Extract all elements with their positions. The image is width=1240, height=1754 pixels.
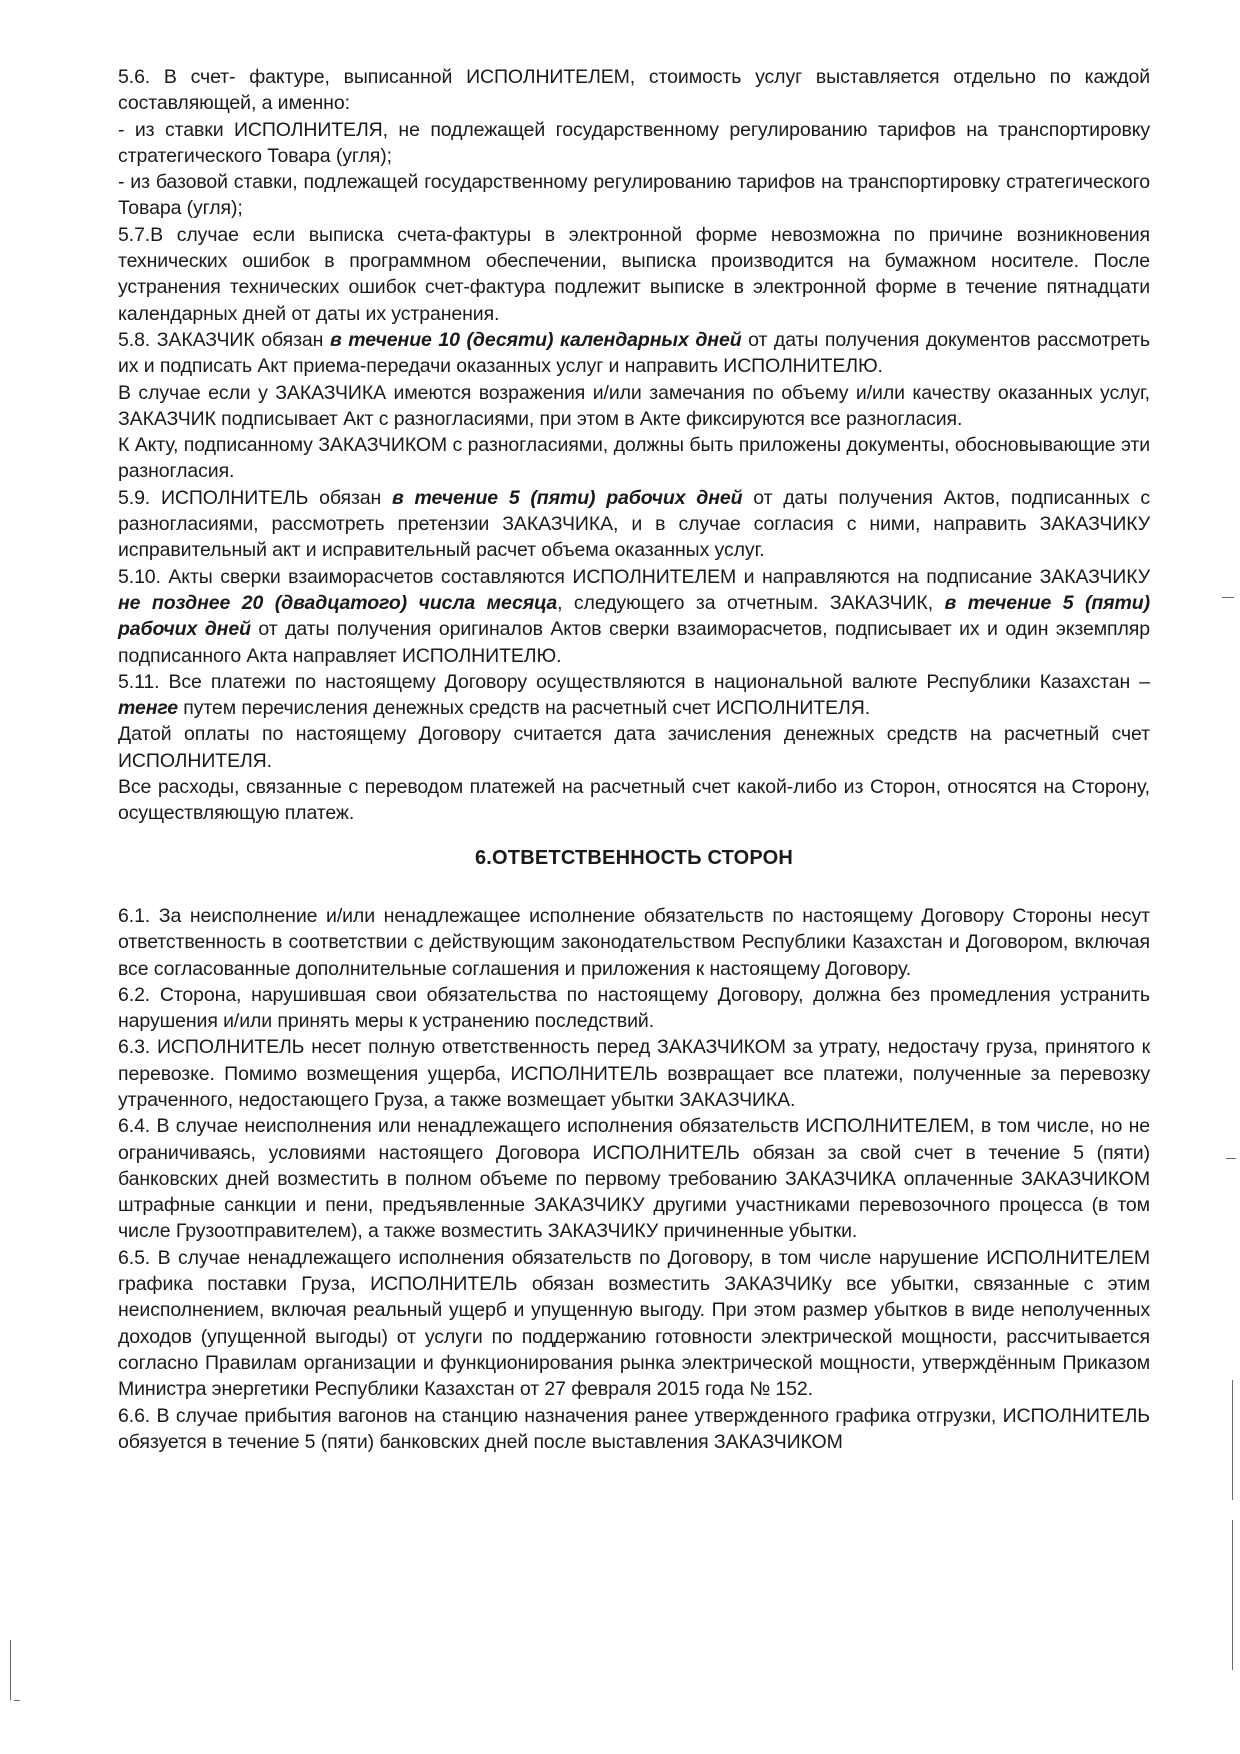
scan-mark xyxy=(1226,1158,1236,1159)
paragraph xyxy=(118,774,1150,827)
scan-mark xyxy=(1222,597,1234,598)
text-run: К Акту, подписанному ЗАКАЗЧИКОМ с разногласиями, должны быть приложены документы, обосновывающие эти разногласия. xyxy=(118,434,1150,483)
text-run: В случае если у ЗАКАЗЧИКА имеются возражения и/или замечания по объему и/или качеству оказанных услуг, ЗАКАЗЧИК подписывает Акт с разногласиями, при этом в Акте фиксируются все разногласия. xyxy=(118,381,1150,430)
paragraph xyxy=(118,721,1150,774)
text-run: путем перечисления денежных средств на расчетный счет ИСПОЛНИТЕЛЯ. xyxy=(177,697,871,720)
text-run: 6.1. За неисполнение и/или ненадлежащее исполнение обязательств по настоящему Договору Стороны несут ответственность в соответствии с действующим законодательством Республики Казахстан и Договором, включая все согласованные дополнительные соглашения и приложения к настоящему Договору. xyxy=(118,904,1150,980)
text-run: Датой оплаты по настоящему Договору считается дата зачисления денежных средств на расчетный счет ИСПОЛНИТЕЛЯ. xyxy=(118,723,1150,772)
paragraph xyxy=(118,327,1150,380)
scan-mark xyxy=(10,1640,11,1700)
scan-mark xyxy=(1232,1380,1233,1500)
document-body xyxy=(118,64,1150,1455)
text-run: , следующего за отчетным. ЗАКАЗЧИК, xyxy=(557,591,945,614)
paragraph xyxy=(118,564,1150,669)
emphasized-text: в течение 5 (пяти) рабочих дней xyxy=(392,486,743,509)
text-run: от даты получения документов рассмотреть их и подписать Акт приема-передачи оказанных услуг и направить ИСПОЛНИТЕЛЮ. xyxy=(118,328,1150,378)
paragraph xyxy=(118,222,1150,327)
emphasized-text: в течение 10 (десяти) календарных дней xyxy=(329,328,742,351)
section-heading xyxy=(118,845,1150,871)
paragraph xyxy=(118,432,1150,485)
text-run: 6.3. ИСПОЛНИТЕЛЬ несет полную ответственность перед ЗАКАЗЧИКОМ за утрату, недостачу груза, принятого к перевозке. Помимо возмещения ущерба, ИСПОЛНИТЕЛЬ возвращает все платежи, полученные за перевозку утраченного, недостающего Груза, а также возмещает убытки ЗАКАЗЧИКА. xyxy=(118,1036,1150,1111)
paragraph xyxy=(118,485,1150,564)
paragraph xyxy=(118,1245,1150,1403)
paragraph xyxy=(118,1403,1150,1456)
text-run: 5.8. ЗАКАЗЧИК обязан xyxy=(118,328,330,351)
scan-mark xyxy=(14,1700,20,1701)
text-run: 6.2. Сторона, нарушившая свои обязательства по настоящему Договору, должна без промедления устранить нарушения и/или принять меры к устранению последствий. xyxy=(118,983,1150,1033)
text-run: 6.5. В случае ненадлежащего исполнения обязательств по Договору, в том числе нарушение ИСПОЛНИТЕЛЕМ графика поставки Груза, ИСПОЛНИТЕЛЬ обязан возместить ЗАКАЗЧИКу все убытки, связанные с этим неисполнением, включая реальный ущерб и упущенную выгоду. При этом размер убытков в виде неполученных доходов (упущенной выгоды) от услуги по поддержанию готовности электрической мощности, рассчитывается согласно Правилам организации и функционирования рынка электрической мощности, утверждённым Приказом Министра энергетики Республики Казахстан от 27 февраля 2015 года № 152. xyxy=(118,1246,1150,1401)
paragraph xyxy=(118,117,1150,170)
text-run: 5.9. ИСПОЛНИТЕЛЬ обязан xyxy=(118,486,393,509)
text-run: 5.11. Все платежи по настоящему Договору осуществляются в национальной валюте Республики Казахстан – xyxy=(118,670,1150,693)
paragraph xyxy=(118,1034,1150,1113)
text-run: 6.ОТВЕТСТВЕННОСТЬ СТОРОН xyxy=(474,846,794,869)
text-run: от даты получения оригиналов Актов сверки взаиморасчетов, подписывает их и один экземпляр подписанного Акта направляет ИСПОЛНИТЕЛЮ. xyxy=(118,618,1150,667)
paragraph xyxy=(118,380,1150,433)
text-run: 6.4. В случае неисполнения или ненадлежащего исполнения обязательств ИСПОЛНИТЕЛЕМ, в том числе, но не ограничиваясь, условиями настоящего Договора ИСПОЛНИТЕЛЬ обязан за свой счет в течение 5 (пяти) банковских дней возместить в полном объеме по первому требованию ЗАКАЗЧИКА оплаченные ЗАКАЗЧИКОМ штрафные санкции и пени, предъявленные ЗАКАЗЧИКУ другими участниками перевозочного процесса (в том числе Грузоотправителем), а также возместить ЗАКАЗЧИКУ причиненные убытки. xyxy=(118,1115,1150,1243)
emphasized-text: не позднее 20 (двадцатого) числа месяца xyxy=(118,591,558,614)
text-run: 5.6. В счет- фактуре, выписанной ИСПОЛНИТЕЛЕМ, стоимость услуг выставляется отдельно по каждой составляющей, а именно: xyxy=(118,66,1150,115)
text-run: Все расходы, связанные с переводом платежей на расчетный счет какой-либо из Сторон, относятся на Сторону, осуществляющую платеж. xyxy=(118,776,1150,825)
text-run: - из ставки ИСПОЛНИТЕЛЯ, не подлежащей государственному регулированию тарифов на транспортировку стратегического Товара (угля); xyxy=(118,118,1150,167)
text-run: - из базовой ставки, подлежащей государственному регулированию тарифов на транспортировку стратегического Товара (угля); xyxy=(118,171,1150,220)
paragraph xyxy=(118,982,1150,1035)
paragraph xyxy=(118,1113,1150,1244)
scan-mark xyxy=(1232,1520,1233,1670)
text-run: 6.6. В случае прибытия вагонов на станцию назначения ранее утвержденного графика отгрузки, ИСПОЛНИТЕЛЬ обязуется в течение 5 (пяти) банковских дней после выставления ЗАКАЗЧИКОМ xyxy=(118,1404,1150,1453)
paragraph xyxy=(118,64,1150,117)
emphasized-text: тенге xyxy=(118,697,178,720)
paragraph xyxy=(118,169,1150,222)
paragraph xyxy=(118,669,1150,722)
emphasized-text: в течение 5 (пяти) рабочих дней xyxy=(118,591,1150,641)
paragraph xyxy=(118,903,1150,982)
text-run: 5.7.В случае если выписка счета-фактуры в электронной форме невозможна по причине возникновения технических ошибок в программном обеспечении, выписка производится на бумажном носителе. После устранения технических ошибок счет-фактура подлежит выписке в электронной форме в течение пятнадцати календарных дней от даты их устранения. xyxy=(118,223,1150,325)
text-run: 5.10. Акты сверки взаиморасчетов составляются ИСПОЛНИТЕЛЕМ и направляются на подписание ЗАКАЗЧИКУ xyxy=(118,565,1150,588)
text-run: от даты получения Актов, подписанных с разногласиями, рассмотреть претензии ЗАКАЗЧИКА, и в случае согласия с ними, направить ЗАКАЗЧИКУ исправительный акт и исправительный расчет объема оказанных услуг. xyxy=(118,486,1151,562)
